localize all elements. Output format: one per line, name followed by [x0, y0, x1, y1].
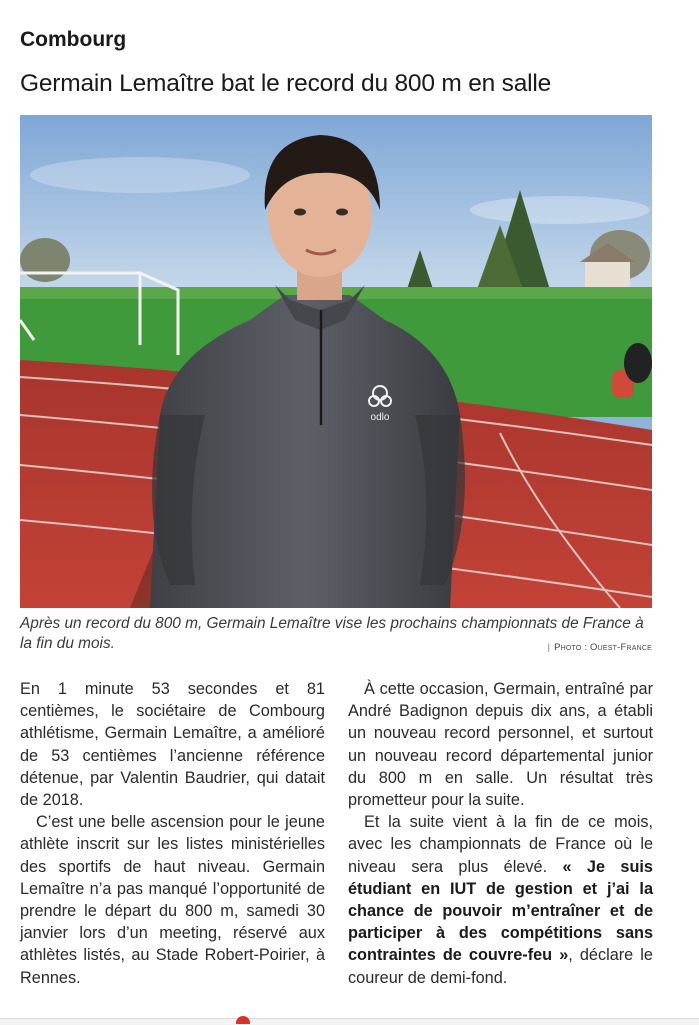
paragraph: À cette occasion, Germain, entraîné par André Badignon depuis dix ans, a établi un nouveau record personnel, et surtout un nouveau record départemental junior du 800 m en salle. Un résultat très prometteur pour la suite.: [348, 680, 653, 810]
photo-caption: Après un record du 800 m, Germain Lemaître vise les prochains championnats de France à la fin du mois.: [20, 615, 644, 652]
article-column-right: [348, 678, 653, 989]
photo-credit: [547, 642, 652, 653]
paragraph: En 1 minute 53 secondes et 81 centièmes, le sociétaire de Combourg athlétisme, Germain Lemaître, a amélioré de 53 centièmes l’ancienne référence détenue, par Valentin Baudrier, qui datait de 2018.: [20, 680, 325, 810]
article-headline: Germain Lemaître bat le record du 800 m en salle: [20, 70, 552, 97]
paragraph: C’est une belle ascension pour le jeune athlète inscrit sur les listes ministérielles des sportifs de haut niveau. Germain Lemaître n’a pas manqué l’opportunité de prendre le départ du 800 m, samedi 30 janvier lors d’un meeting, réservé aux athlètes listés, au Stade Robert-Poirier, à Rennes.: [20, 813, 325, 987]
footer-marker: [236, 1016, 250, 1024]
paragraph-quote: [348, 811, 653, 989]
odlo-logo-text: odlo: [370, 412, 390, 423]
credit-separator: |: [547, 642, 551, 653]
section-title: Combourg: [20, 28, 127, 51]
quote-outro: , déclare le coureur de demi-fond.: [348, 946, 653, 987]
article-column-left: [20, 678, 325, 989]
credit-text: Photo : Ouest-France: [554, 642, 652, 653]
quote-intro: Et la suite vient à la fin de ce mois, avec les championnats de France où le niveau sera plus élevé.: [348, 813, 653, 876]
quote: « Je suis étudiant en IUT de gestion et j’ai la chance de pouvoir m’entraîner et de participer à des compétitions sans contraintes de couvre-feu »: [348, 857, 653, 965]
article-photo: [20, 115, 652, 608]
